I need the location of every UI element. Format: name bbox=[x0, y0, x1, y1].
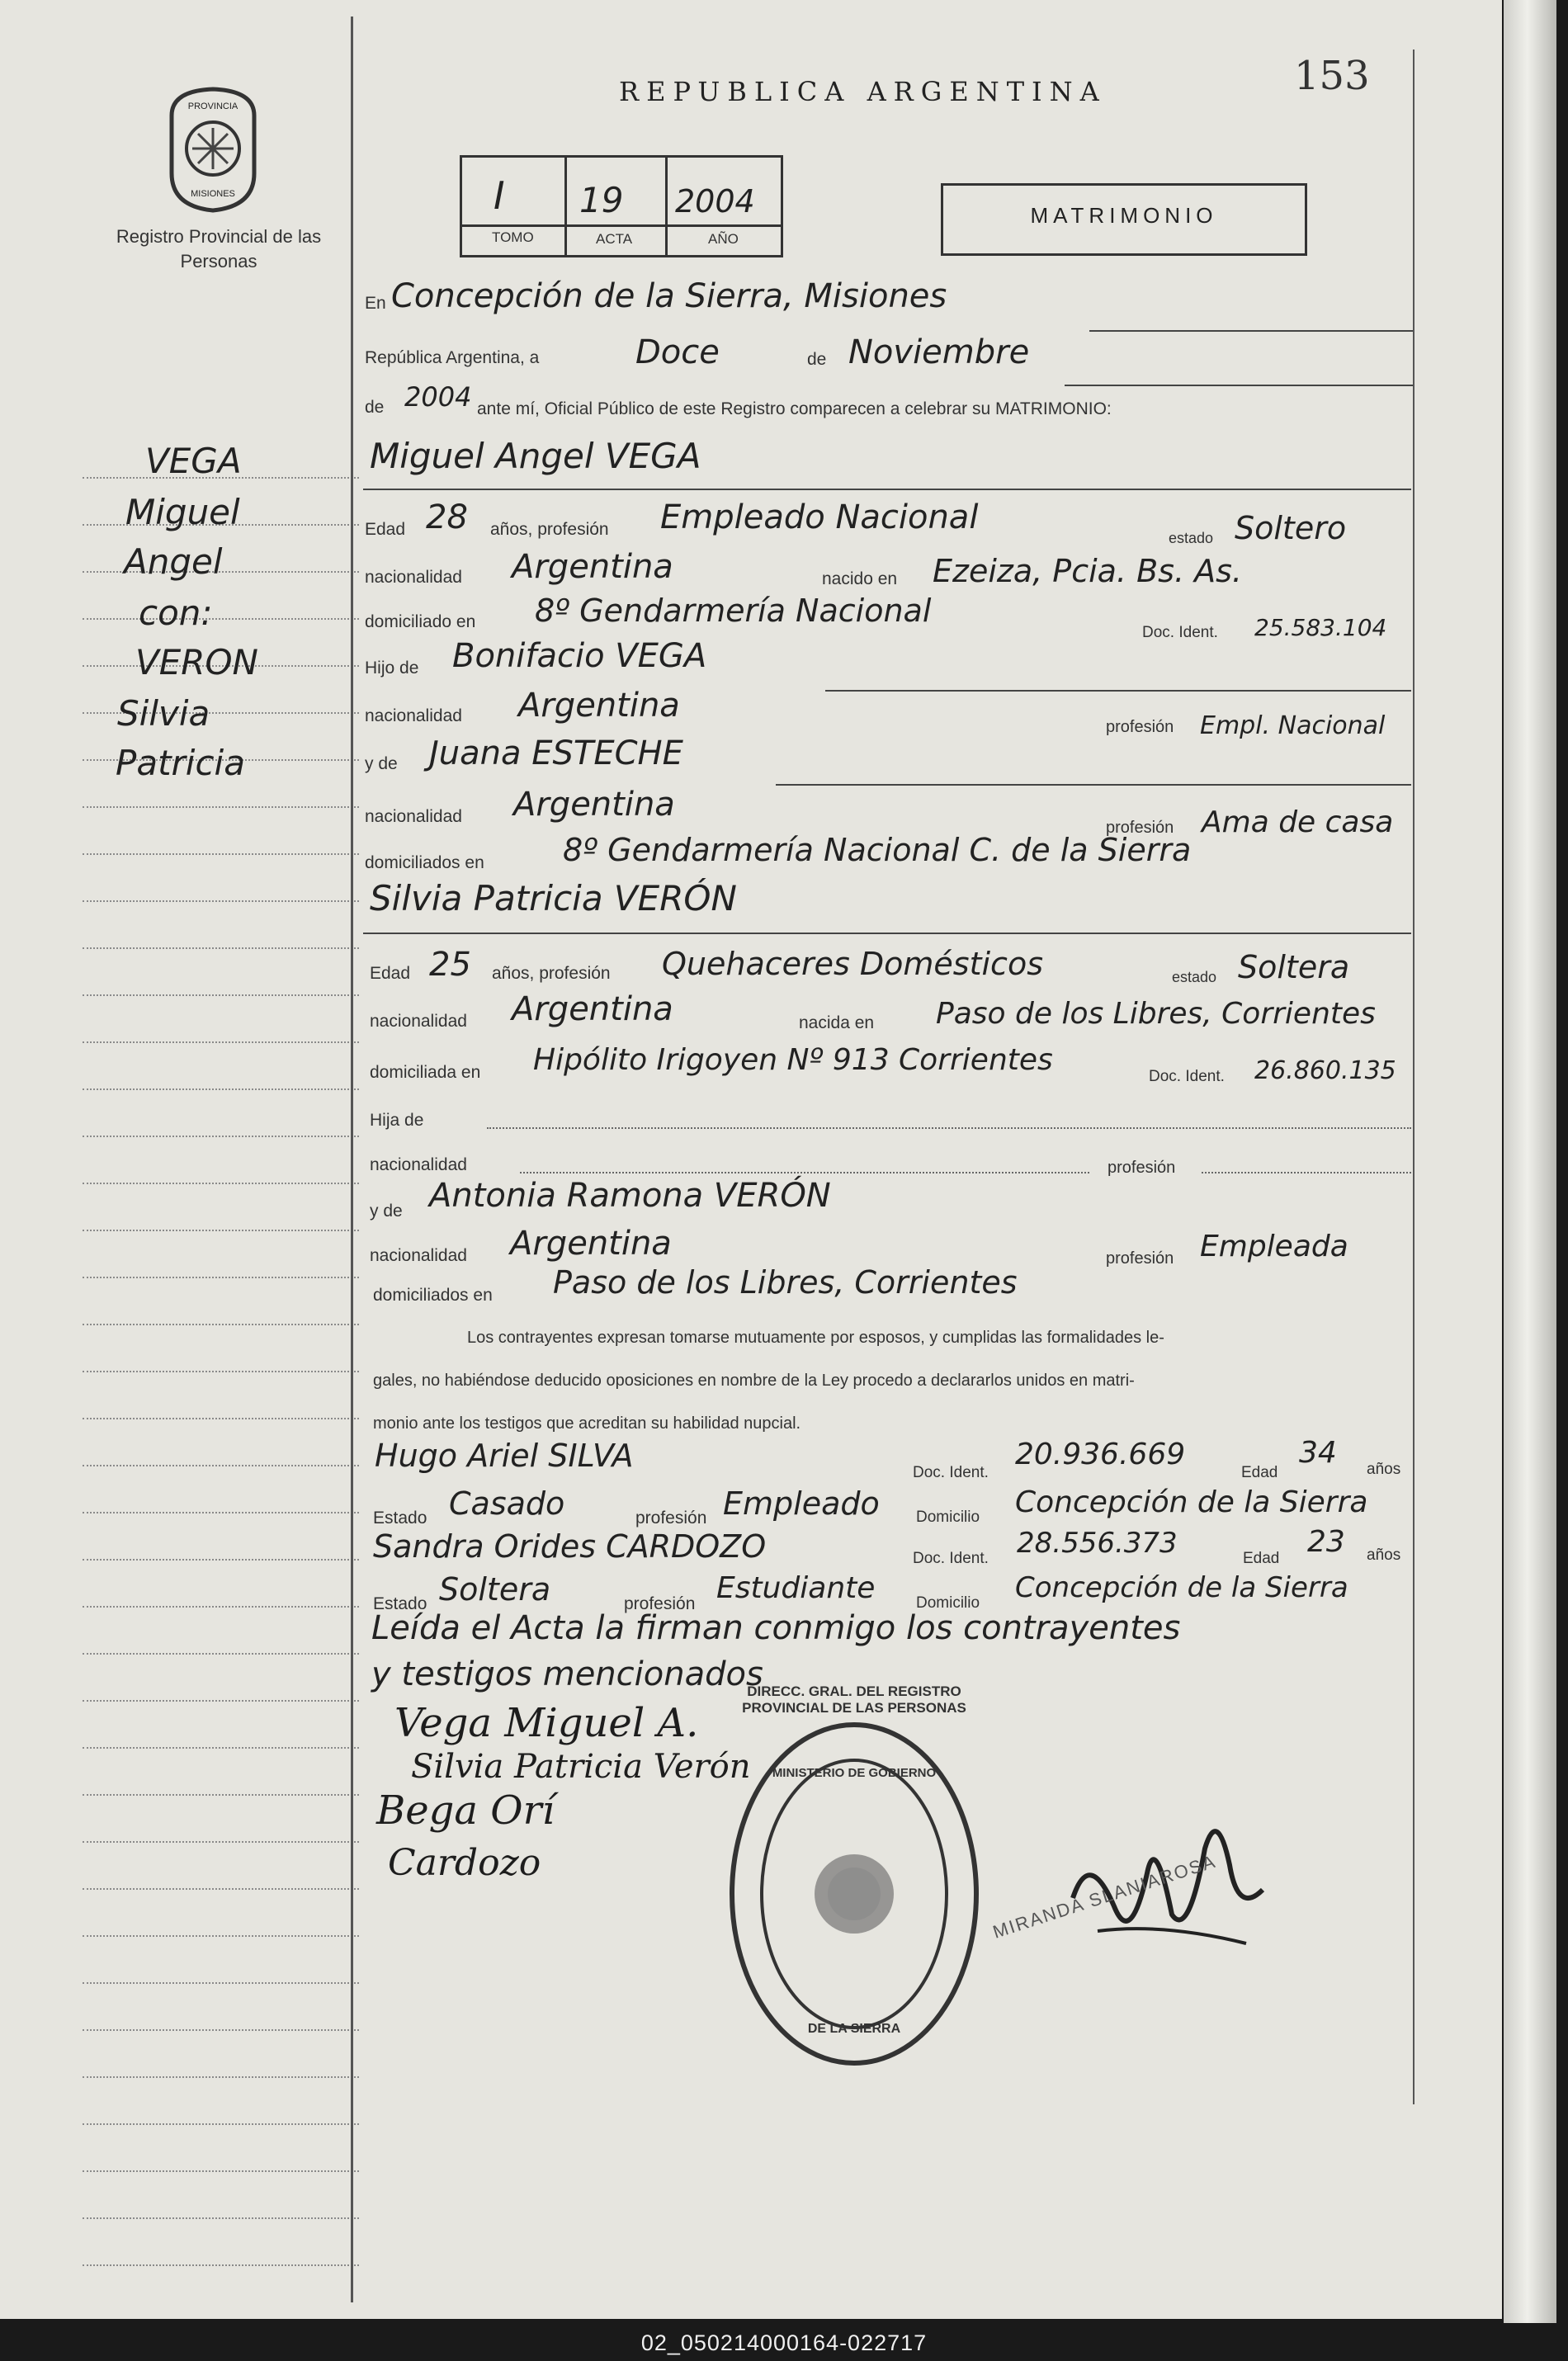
father-line bbox=[825, 690, 1411, 692]
groom-name-line bbox=[363, 489, 1411, 490]
margin-ruled-line bbox=[83, 2264, 359, 2266]
profesion-label: profesión bbox=[1106, 819, 1174, 837]
acta-value: 19 bbox=[579, 180, 624, 220]
domiciliada-label: domiciliada en bbox=[370, 1063, 481, 1082]
margin-name-line: Angel bbox=[124, 541, 223, 582]
edad-label: Edad bbox=[370, 964, 411, 983]
date-line bbox=[1065, 385, 1413, 386]
witness-status: Casado bbox=[449, 1485, 565, 1522]
margin-ruled-line bbox=[83, 1935, 359, 1937]
parents-address: 8º Gendarmería Nacional C. de la Sierra bbox=[563, 832, 1192, 868]
groom-mother: Juana ESTECHE bbox=[429, 734, 683, 772]
tomo-value: I bbox=[494, 173, 505, 218]
closing-line: Leída el Acta la firman conmigo los contrayentes bbox=[371, 1609, 1181, 1647]
father-nationality: Argentina bbox=[518, 687, 680, 725]
edad-label: Edad bbox=[365, 520, 406, 539]
en-label: En bbox=[365, 294, 386, 313]
seal-inscription: DIRECC. GRAL. DEL REGISTRO PROVINCIAL DE LAS PERSONAS bbox=[742, 1683, 966, 1716]
margin-ruled-line bbox=[83, 2076, 359, 2078]
profesion-label: profesión bbox=[635, 1509, 707, 1528]
file-id: 02_050214000164-022717 bbox=[640, 2330, 928, 2355]
declaration-line: monio ante los testigos que acreditan su habilidad nupcial. bbox=[373, 1414, 801, 1433]
domiciliados-label: domiciliados en bbox=[373, 1286, 493, 1305]
anos-profesion-label: años, profesión bbox=[490, 520, 609, 539]
book-edge bbox=[1504, 0, 1556, 2323]
profesion-label: profesión bbox=[1106, 718, 1174, 736]
margin-name-line: VEGA bbox=[145, 441, 242, 481]
nacionalidad-label: nacionalidad bbox=[365, 706, 462, 725]
groom-signature: Vega Miguel A. bbox=[394, 1700, 699, 1746]
closing-line: y testigos mencionados bbox=[371, 1655, 763, 1693]
doc-label: Doc. Ident. bbox=[1142, 624, 1218, 641]
witness-doc: 28.556.373 bbox=[1017, 1527, 1178, 1560]
registry-name: Registro Provincial de las Personas bbox=[116, 226, 322, 272]
bride-name-line bbox=[363, 933, 1411, 934]
day-value: Doce bbox=[635, 333, 720, 371]
nacionalidad-label: nacionalidad bbox=[370, 1155, 467, 1174]
domicilio-label: Domicilio bbox=[916, 1594, 980, 1612]
witness-name: Hugo Ariel SILVA bbox=[375, 1438, 634, 1474]
witness-signature: Cardozo bbox=[388, 1842, 541, 1884]
witness-age: 23 bbox=[1307, 1525, 1345, 1559]
margin-name-line: Patricia bbox=[116, 743, 245, 783]
groom-address: 8º Gendarmería Nacional bbox=[535, 593, 932, 629]
margin-ruled-line bbox=[83, 1747, 359, 1749]
record-divider bbox=[460, 224, 781, 227]
estado-cap-label: Estado bbox=[373, 1594, 427, 1613]
tomo-label: TOMO bbox=[492, 229, 534, 245]
margin-ruled-line bbox=[83, 994, 359, 996]
margin-ruled-line bbox=[83, 2123, 359, 2125]
witness-domicile: Concepción de la Sierra bbox=[1015, 1485, 1368, 1519]
anos-label: años bbox=[1367, 1461, 1401, 1478]
margin-name-line: Miguel bbox=[125, 492, 240, 532]
month-value: Noviembre bbox=[848, 333, 1030, 371]
nationality-blank bbox=[520, 1172, 1089, 1173]
margin-ruled-line bbox=[83, 1465, 359, 1466]
republica-label: República Argentina, a bbox=[365, 348, 540, 367]
bride-birthplace: Paso de los Libres, Corrientes bbox=[936, 997, 1376, 1031]
margin-ruled-line bbox=[83, 1041, 359, 1043]
record-divider bbox=[564, 155, 567, 255]
estado-label: estado bbox=[1169, 530, 1214, 546]
margin-ruled-line bbox=[83, 947, 359, 949]
margin-name-line: con: bbox=[139, 593, 213, 633]
provincial-emblem-icon bbox=[155, 83, 271, 215]
anio-label: AÑO bbox=[708, 231, 739, 247]
hijo-label: Hijo de bbox=[365, 659, 419, 678]
margin-ruled-line bbox=[83, 1230, 359, 1231]
margin-ruled-line bbox=[83, 1653, 359, 1655]
doc-label: Doc. Ident. bbox=[913, 1550, 989, 1567]
seal-place-text: DE LA SIERRA bbox=[807, 2022, 901, 2036]
bride-nationality: Argentina bbox=[512, 990, 673, 1028]
margin-ruled-line bbox=[83, 1559, 359, 1561]
estado-cap-label: Estado bbox=[373, 1509, 427, 1528]
margin-name-line: Silvia bbox=[117, 693, 210, 734]
margin-ruled-line bbox=[83, 1512, 359, 1513]
margin-ruled-line bbox=[83, 1606, 359, 1608]
anos-profesion-label: años, profesión bbox=[492, 964, 611, 983]
bride-signature: Silvia Patricia Verón bbox=[411, 1748, 751, 1786]
margin-ruled-line bbox=[83, 1700, 359, 1702]
official-stamp: MIRANDA SLANIAROSA bbox=[990, 1850, 1219, 1943]
section-title: MATRIMONIO bbox=[1030, 203, 1218, 228]
nacionalidad-label: nacionalidad bbox=[370, 1246, 467, 1265]
margin-ruled-line bbox=[83, 2170, 359, 2172]
margin-ruled-line bbox=[83, 900, 359, 902]
edad-label: Edad bbox=[1241, 1464, 1278, 1481]
estado-label: estado bbox=[1172, 969, 1217, 985]
right-border bbox=[1413, 50, 1415, 2104]
witness-status: Soltera bbox=[439, 1571, 551, 1608]
father-blank bbox=[487, 1127, 1411, 1129]
doc-label: Doc. Ident. bbox=[1149, 1068, 1225, 1085]
svg-text:PROVINCIA: PROVINCIA bbox=[187, 102, 239, 111]
father-profession: Empl. Nacional bbox=[1200, 711, 1386, 740]
bride-profession: Quehaceres Domésticos bbox=[662, 946, 1043, 982]
bride-doc: 26.860.135 bbox=[1254, 1056, 1396, 1085]
bride-mother-nationality: Argentina bbox=[510, 1225, 672, 1263]
profesion-label: profesión bbox=[1108, 1159, 1176, 1177]
mother-line bbox=[776, 784, 1411, 786]
witness-age: 34 bbox=[1299, 1436, 1337, 1470]
bride-parents-address: Paso de los Libres, Corrientes bbox=[553, 1264, 1018, 1301]
doc-label: Doc. Ident. bbox=[913, 1464, 989, 1481]
margin-ruled-line bbox=[83, 1371, 359, 1372]
domicilio-label: Domicilio bbox=[916, 1509, 980, 1526]
edad-label: Edad bbox=[1243, 1550, 1280, 1567]
bride-mother-profession: Empleada bbox=[1200, 1230, 1348, 1263]
witness-name: Sandra Orides CARDOZO bbox=[373, 1528, 767, 1565]
page-number: 153 bbox=[1294, 53, 1370, 99]
groom-nationality: Argentina bbox=[512, 548, 673, 586]
profesion-label: profesión bbox=[1106, 1249, 1174, 1268]
margin-name-line: VERON bbox=[135, 642, 258, 682]
margin-ruled-line bbox=[83, 1888, 359, 1890]
profession-blank bbox=[1202, 1172, 1411, 1173]
bride-mother: Antonia Ramona VERÓN bbox=[429, 1177, 831, 1215]
nacionalidad-label: nacionalidad bbox=[365, 568, 462, 587]
bride-address: Hipólito Irigoyen Nº 913 Corrientes bbox=[533, 1043, 1053, 1077]
margin-ruled-line bbox=[83, 853, 359, 855]
margin-ruled-line bbox=[83, 1841, 359, 1843]
witness-domicile: Concepción de la Sierra bbox=[1015, 1571, 1348, 1604]
margin-ruled-line bbox=[83, 2217, 359, 2219]
country-title: REPUBLICA ARGENTINA bbox=[619, 76, 1107, 107]
intro-text: ante mí, Oficial Público de este Registro comparecen a celebrar su MATRIMONIO: bbox=[477, 399, 1112, 418]
declaration-line: gales, no habiéndose deducido oposiciones en nombre de la Ley procedo a declararlos unidos en matri- bbox=[373, 1372, 1135, 1390]
witness-profession: Empleado bbox=[723, 1485, 880, 1522]
margin-ruled-line bbox=[83, 1418, 359, 1419]
groom-birthplace: Ezeiza, Pcia. Bs. As. bbox=[933, 553, 1242, 589]
bride-age: 25 bbox=[429, 946, 471, 984]
margin-ruled-line bbox=[83, 1183, 359, 1184]
margin-ruled-line bbox=[83, 1088, 359, 1090]
nacido-label: nacido en bbox=[822, 569, 898, 588]
margin-ruled-line bbox=[83, 2029, 359, 2031]
bride-status: Soltera bbox=[1238, 949, 1350, 985]
hija-label: Hija de bbox=[370, 1111, 424, 1130]
domiciliado-label: domiciliado en bbox=[365, 612, 476, 631]
witness-signature: Bega Orí bbox=[376, 1787, 555, 1834]
nacionalidad-label: nacionalidad bbox=[365, 807, 462, 826]
groom-name: Miguel Angel VEGA bbox=[370, 436, 701, 476]
witness-profession: Estudiante bbox=[716, 1571, 876, 1605]
groom-status: Soltero bbox=[1235, 510, 1347, 546]
margin-ruled-line bbox=[83, 1794, 359, 1796]
svg-text:MISIONES: MISIONES bbox=[191, 189, 235, 199]
declaration-line: Los contrayentes expresan tomarse mutuamente por esposos, y cumplidas las formalidades le- bbox=[467, 1329, 1164, 1347]
y-de-label: y de bbox=[365, 754, 398, 773]
y-de-label: y de bbox=[370, 1202, 403, 1221]
margin-ruled-line bbox=[83, 806, 359, 808]
record-divider bbox=[665, 155, 668, 255]
acta-label: ACTA bbox=[596, 231, 633, 247]
anos-label: años bbox=[1367, 1546, 1401, 1564]
mother-nationality: Argentina bbox=[513, 786, 675, 824]
groom-doc: 25.583.104 bbox=[1254, 614, 1387, 641]
year-value: 2004 bbox=[404, 381, 472, 413]
mother-profession: Ama de casa bbox=[1202, 805, 1394, 839]
place-line bbox=[1089, 330, 1413, 332]
margin-ruled-line bbox=[83, 1324, 359, 1325]
groom-father: Bonifacio VEGA bbox=[452, 637, 707, 675]
seal-ring-text: MINISTERIO DE GOBIERNO bbox=[772, 1766, 937, 1780]
margin-ruled-line bbox=[83, 1136, 359, 1137]
groom-profession: Empleado Nacional bbox=[660, 498, 979, 536]
margin-ruled-line bbox=[83, 1982, 359, 1984]
domiciliados-label: domiciliados en bbox=[365, 853, 484, 872]
nacionalidad-label: nacionalidad bbox=[370, 1012, 467, 1031]
witness-doc: 20.936.669 bbox=[1015, 1438, 1186, 1471]
margin-ruled-line bbox=[83, 618, 359, 620]
de-label: de bbox=[807, 350, 827, 369]
place-value: Concepción de la Sierra, Misiones bbox=[391, 277, 947, 315]
margin-ruled-line bbox=[83, 1277, 359, 1278]
groom-age: 28 bbox=[426, 498, 468, 536]
nacida-label: nacida en bbox=[799, 1013, 875, 1032]
margin-divider bbox=[351, 17, 353, 2302]
profesion-label: profesión bbox=[624, 1594, 696, 1613]
anio-value: 2004 bbox=[675, 183, 755, 220]
bride-name: Silvia Patricia VERÓN bbox=[370, 878, 737, 918]
year-prefix: de bbox=[365, 398, 385, 417]
